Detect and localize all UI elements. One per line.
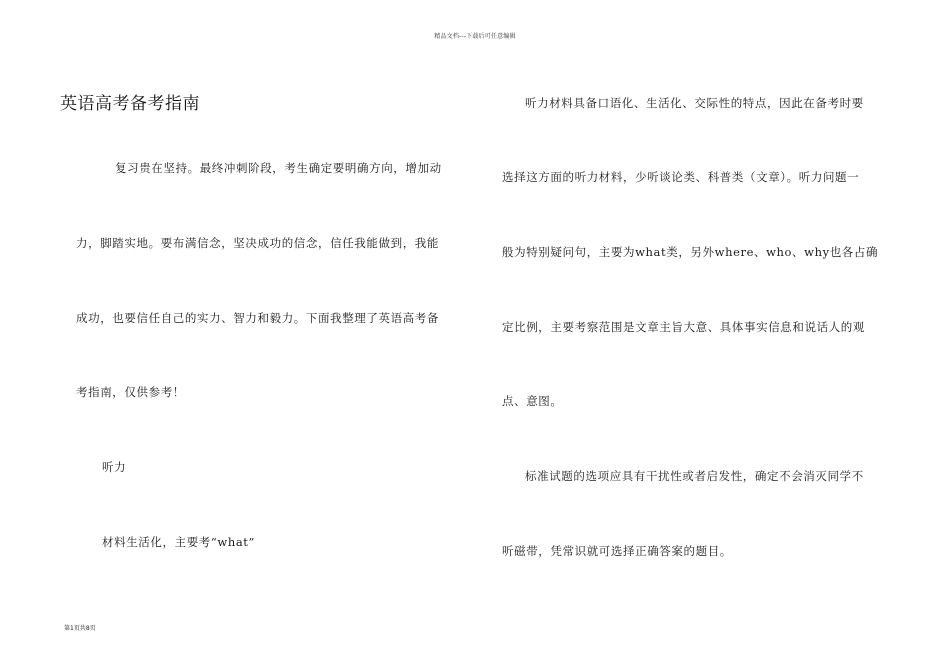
left-line-6: 材料生活化，主要考“what” (102, 535, 255, 549)
left-line-3: 成功，也要信任自己的实力、智力和毅力。下面我整理了英语高考备 (76, 311, 439, 325)
right-line-2: 选择这方面的听力材料，少听谈论类、科普类（文章）。听力问题一 (502, 170, 860, 184)
right-line-4: 定比例，主要考察范围是文章主旨大意、具体事实信息和说话人的观 (502, 320, 865, 334)
page-header: 精品文档---下载后可任意编辑 (434, 33, 516, 40)
left-line-1: 复习贵在坚持。最终冲刺阶段，考生确定要明确方向，增加动 (115, 161, 442, 175)
right-line-1: 听力材料具备口语化、生活化、交际性的特点，因此在备考时要 (525, 96, 864, 110)
left-line-2: 力，脚踏实地。要布满信念，坚决成功的信念，信任我能做到，我能 (76, 236, 439, 250)
document-title: 英语高考备考指南 (60, 94, 200, 114)
right-line-5: 点、意图。 (502, 394, 563, 408)
right-line-6: 标准试题的选项应具有干扰性或者启发性，确定不会消灭同学不 (525, 469, 864, 483)
section-heading-listening: 听力 (102, 460, 127, 474)
left-line-4: 考指南，仅供参考！ (76, 385, 185, 399)
right-line-7: 听磁带，凭常识就可选择正确答案的题目。 (502, 544, 732, 558)
page-number: 第1页共8页 (64, 625, 96, 632)
right-line-3: 般为特别疑问句，主要为what类，另外where、who、why也各占确 (502, 245, 879, 259)
